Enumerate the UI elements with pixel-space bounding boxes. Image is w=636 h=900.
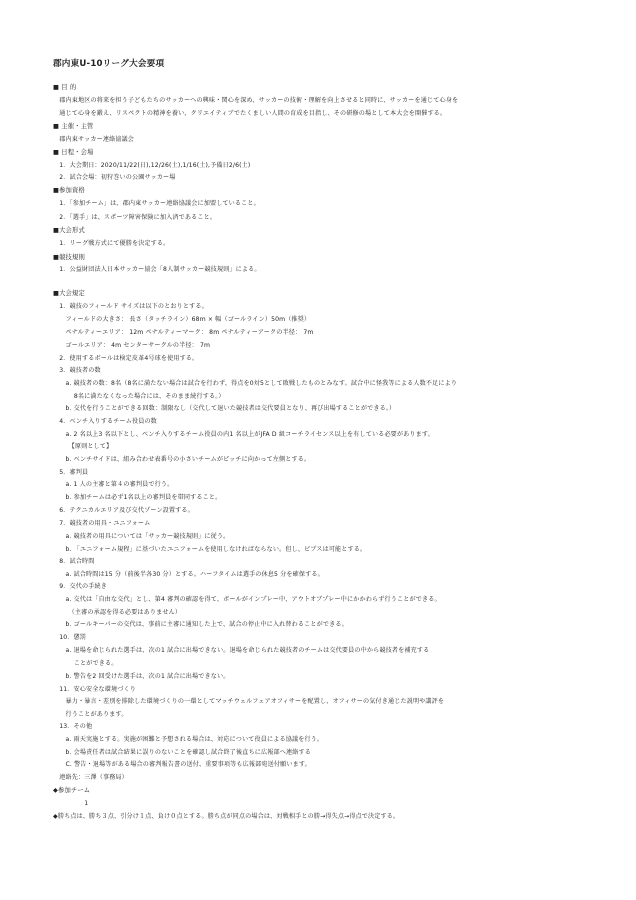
text-line: 8．試合時間 (53, 558, 95, 565)
text-line: 1．公益財団法人日本サッカー協会「8人制サッカー競技規則」による。 (53, 266, 261, 273)
text-line: 【原則として】 (53, 443, 113, 450)
text-line: a. 1 人の主審と第４の審判員で行う。 (53, 481, 174, 488)
text-line: a. 試合時間は15 分（前後半各30 分）とする。ハーフタイムは選手の休息5 分を確保する。 (53, 571, 324, 578)
text-line: a. 競技者の用具については「サッカー競技規則」に従う。 (53, 533, 230, 540)
text-line: 2．「選手」は、スポーツ障害保険に加入済であること。 (53, 214, 217, 221)
text-line: 1．リーグ戦方式にて優勝を決定する。 (53, 240, 170, 247)
text-line: 1．「参加チーム」は、郡内東サッカー連絡協議会に加盟していること。 (53, 200, 260, 207)
text-line: b. 警告を2 回受けた選手は、次の1 試合に出場できない。 (53, 673, 230, 680)
section-heading: ■ 主催・主管 (53, 123, 94, 130)
text-line: ことができる。 (53, 660, 118, 667)
text-line: 3．競技者の数 (53, 367, 101, 374)
text-line: 6．テクニカルエリア及び交代ゾーン設置する。 (53, 507, 194, 514)
section-heading: ■競技規則 (53, 254, 85, 261)
text-line: 暴力・暴言・差別を排除した環境づくりの一環としてマッチウェルフェアオフィサーを配置し、オフィサーの気付き通じた説明や講評を (53, 698, 445, 705)
section-heading: ■ 目 的 (53, 84, 77, 91)
document-title: 郡内東U-10リーグ大会要項 (53, 59, 165, 69)
text-line: 5．審判員 (53, 469, 89, 476)
section-heading: ■ 日程・会場 (53, 149, 94, 156)
text-line: 11．安心安全な環境づくり (53, 686, 136, 693)
text-line: a. 2 名以上3 名以下とし、ベンチ入りするチーム役員の内1 名以上がJFA D 級コーチライセンス以上を有している必要があります。 (53, 431, 434, 438)
text-line: ゴールエリア： 4m センターサークルの半径： 7m (53, 342, 211, 349)
text-line: フィールドの大きさ： 長さ（タッチライン）68m × 幅（ゴールライン）50m（推奨） (53, 316, 311, 323)
text-line: a. 競技者の数：8名（8名に満たない場合は試合を行わず、得点を0対5として敗戦したものとみなす。試合中に怪我等による人数不足により (53, 380, 458, 387)
text-line: 4．ベンチ入りするチーム役員の数 (53, 418, 157, 425)
section-heading: ■大会形式 (53, 227, 85, 234)
text-line: a. 退場を命じられた選手は、次の1 試合に出場できない。退場を命じられた競技者のチームは交代要員の中から競技者を補充する (53, 647, 430, 654)
text-line: b. 参加チームは必ず1名以上の審判員を帯同すること。 (53, 494, 222, 501)
text-line: 1 (53, 800, 89, 807)
text-line: 郡内東サッカー連絡協議会 (53, 136, 135, 143)
text-line: a. 雨天実施とする。実施が困難と予想される場合は、対応について役員による協議を行う。 (53, 736, 324, 743)
text-line: ◆勝ち点は、勝ち３点、引分け１点、負け０点とする。勝ち点が同点の場合は、対戦相手との勝→得失点→得点で決定する。 (53, 813, 400, 820)
text-line: 通じて心身を鍛え、リスペクトの精神を養い、クリエイティブでたくましい人間の育成を目指し、その研修の場として本大会を開催する。 (53, 110, 447, 117)
text-line: 2．使用するボールは検定皮革4号球を使用する。 (53, 355, 199, 362)
text-line: 2．試合会場：初狩巻いの公園サッカー場 (53, 174, 176, 181)
text-line: 1．大会期日：2020/11/22(日),12/26(土),1/16(土),予備日2/6(土) (53, 162, 251, 169)
text-line: 9．交代の手続き (53, 583, 107, 590)
text-line: ペナルティーエリア： 12m ペナルティーマーク： 8m ペナルティーアークの半径： 7m (53, 329, 314, 336)
text-line: 郡内東地区の将来を担う子どもたちのサッカーへの興味・関心を深め、サッカーの技術・理解を向上させると同時に、サッカーを通じて心身を (53, 97, 459, 104)
text-line: 7．競技者の用具・ユニフォーム (53, 520, 151, 527)
section-heading: ■大会規定 (53, 290, 85, 297)
text-line: b. ゴールキーパーの交代は、事前に主審に通知した上で、試合の停止中に入れ替わることができる。 (53, 621, 348, 628)
text-line: 8名に満たなくなった場合には、そのまま続行する。） (53, 393, 225, 400)
text-line: 13．その他 (53, 723, 93, 730)
text-line: 行うことがあります。 (53, 711, 128, 718)
text-line: b. 会場責任者は試合結果に誤りのないことを確認し試合終了後直ちに広報部へ連絡する (53, 749, 311, 756)
text-line: 10．懲罰 (53, 634, 87, 641)
text-line: b. 交代を行うことができる回数：制限なし（交代して退いた競技者は交代要員となり、再び出場することができる。） (53, 405, 396, 412)
text-line: a. 交代は「自由な交代」とし、第4 審判の確認を得て、ボールがインプレー中、アウトオブプレー中にかかわらず行うことができる。 (53, 596, 441, 603)
section-heading: ■参加資格 (53, 187, 85, 194)
text-line: b. 「ユニフォーム規程」に基づいたユニフォームを使用しなければならない。但し、ビブスは可能とする。 (53, 546, 367, 553)
text-line: 1．競技のフィールド サイズは以下のとおりとする。 (53, 303, 208, 310)
text-line: C. 警告・退場等がある場合の審判報告書の送付、重要事項等も広報部宛送付願います。 (53, 761, 311, 768)
text-line: b. ベンチサイドは、組み合わせ表番号の小さいチームがピッチに向かって左側とする。 (53, 456, 311, 463)
section-heading: ◆参加チーム (53, 787, 91, 794)
text-line: 連絡先：三澤（事務局） (53, 774, 128, 781)
text-line: （主審の承認を得る必要はありません） (53, 609, 182, 616)
